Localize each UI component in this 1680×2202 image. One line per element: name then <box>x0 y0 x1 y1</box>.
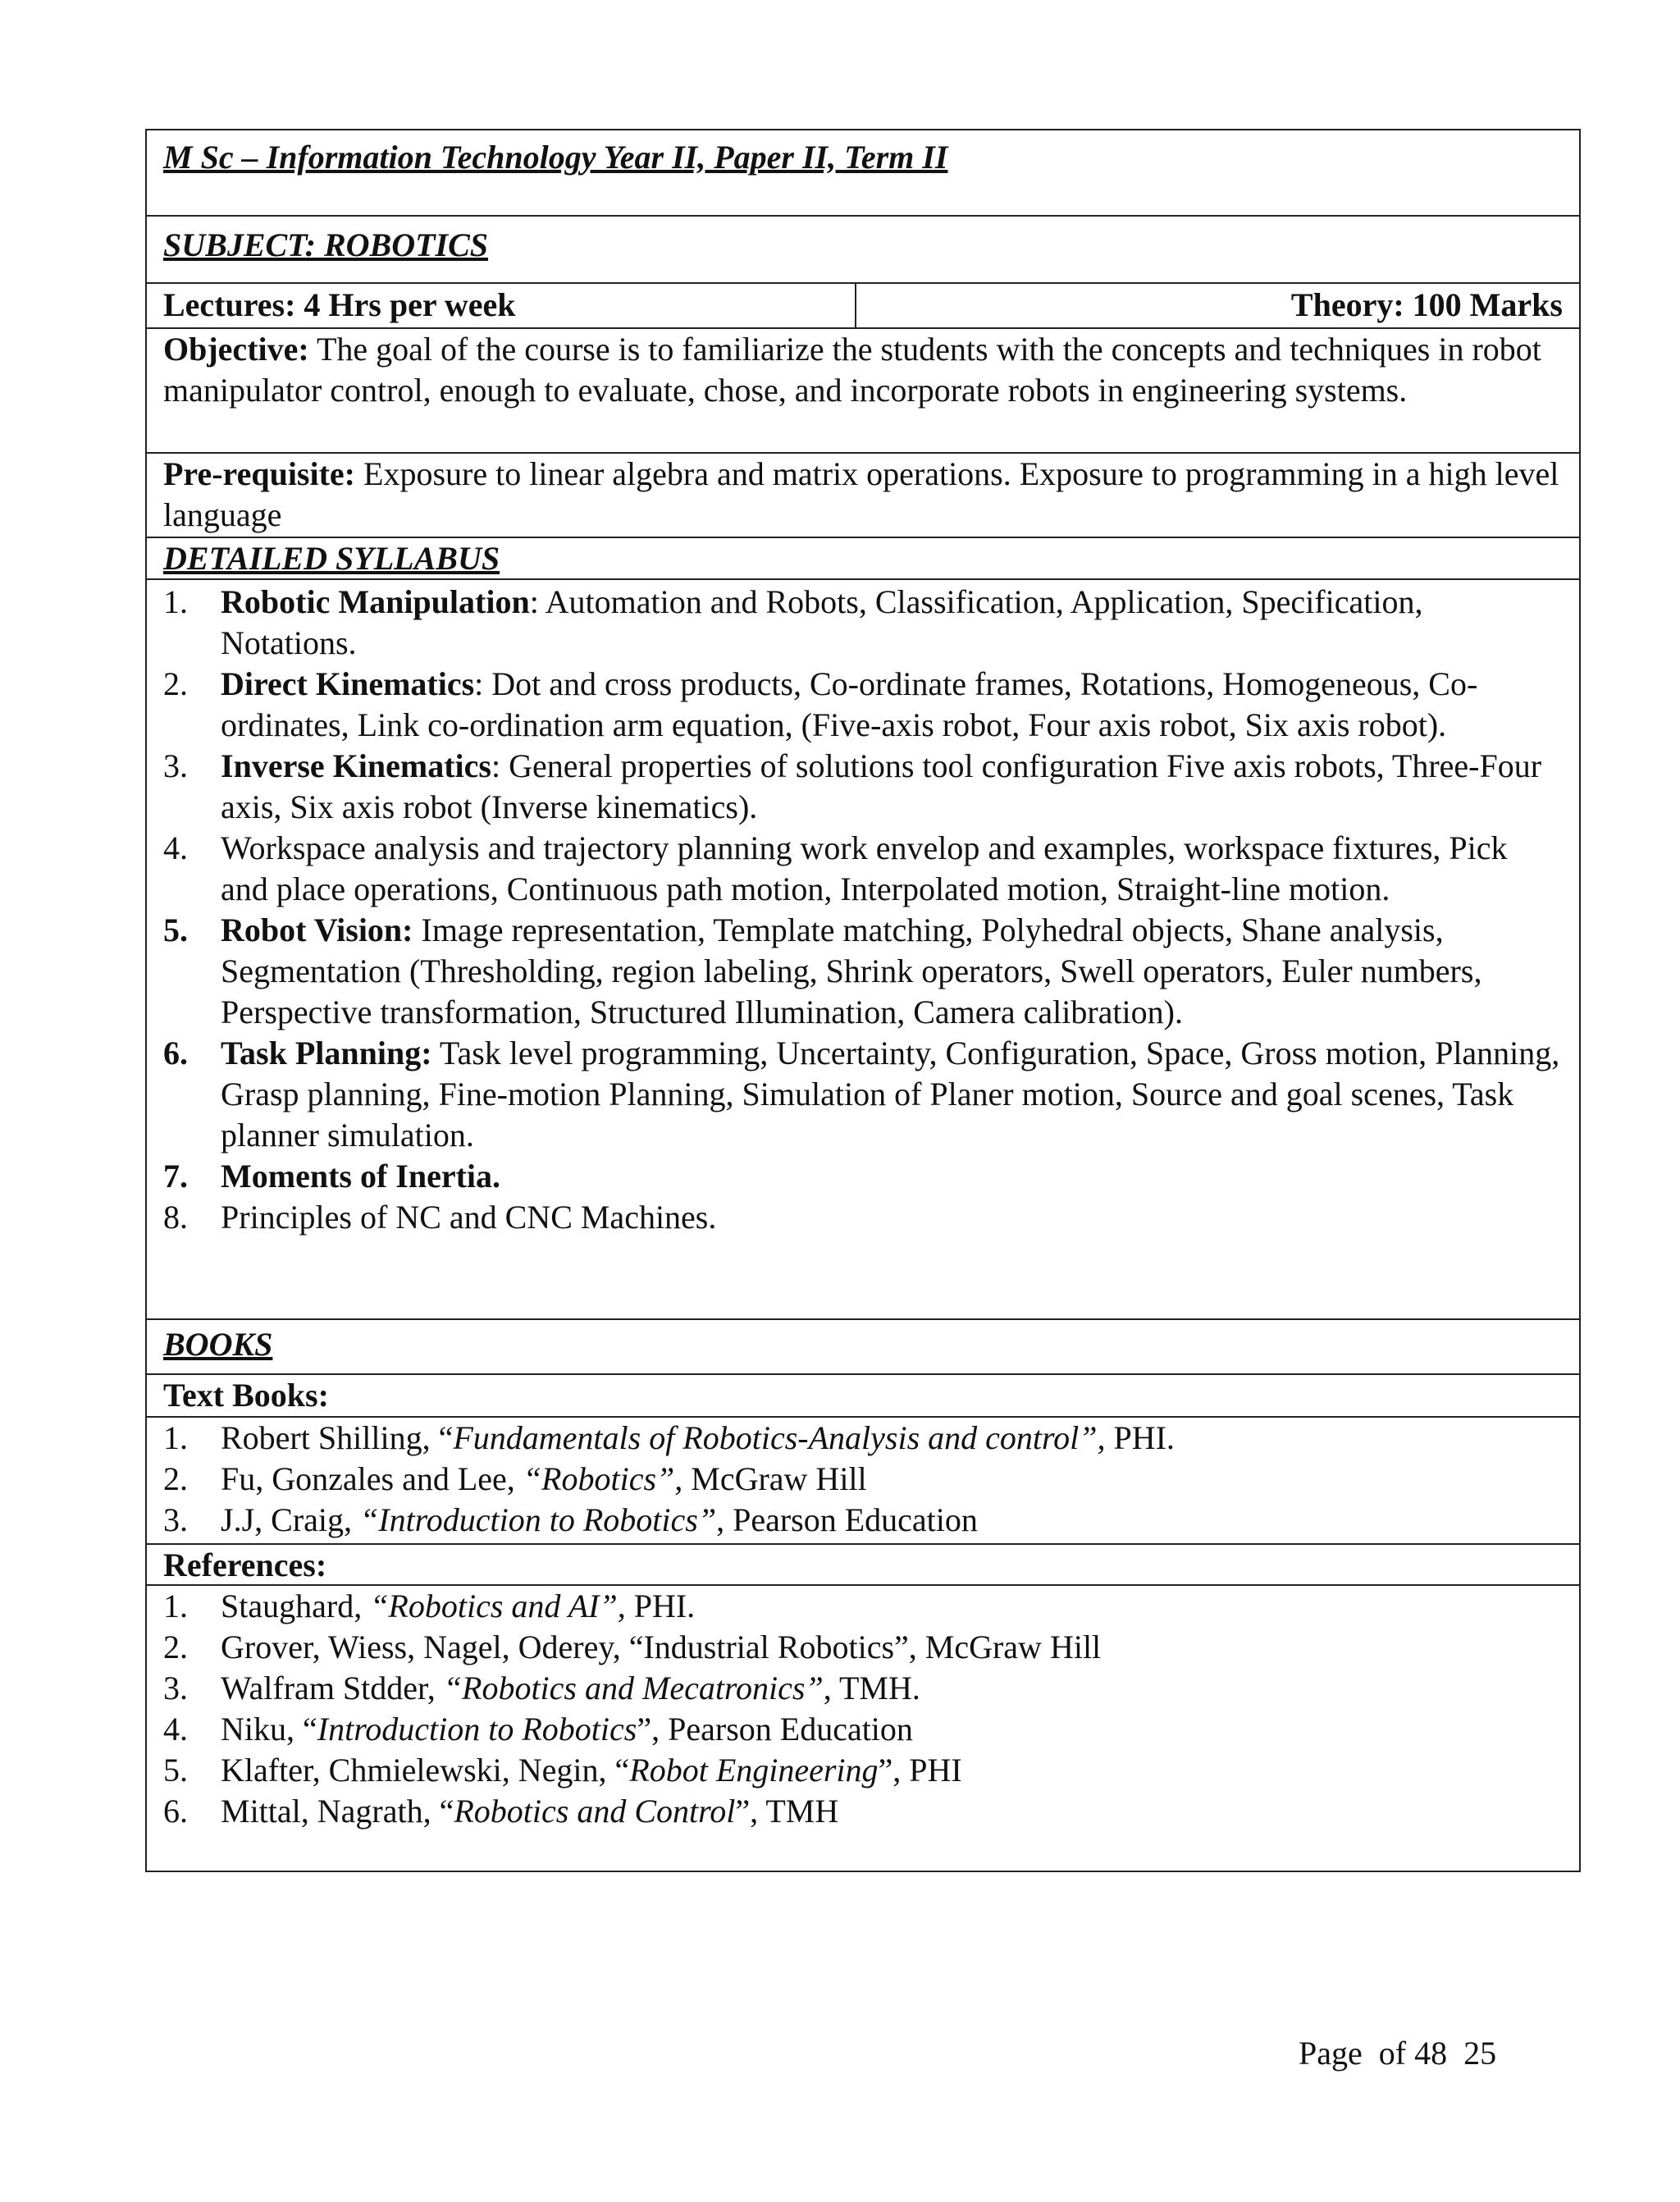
book-publisher: McGraw Hill <box>682 1460 867 1497</box>
item-text: Principles of NC and CNC Machines. <box>221 1199 717 1236</box>
text-books-label-row <box>147 1375 1579 1418</box>
item-number: 4. <box>163 829 188 866</box>
item-text: Workspace analysis and trajectory planning work envelop and examples, workspace fixtures, Pick and place operations, Continuous path motion, Interpolated motion, Straight-line motion. <box>221 829 1508 907</box>
book-publisher: ”, Pearson Education <box>637 1711 913 1747</box>
prerequisite-row <box>147 454 1579 538</box>
prerequisite-body: Exposure to linear algebra and matrix operations. Exposure to programming in a high level language <box>163 455 1559 533</box>
course-title-row <box>147 130 1579 217</box>
item-text: : Automation and Robots, Classification, Application, Specification, Notations. <box>221 583 1423 661</box>
prerequisite-text <box>163 454 1563 536</box>
references-label: References: <box>163 1546 327 1583</box>
text-book-item <box>163 1500 1563 1541</box>
reference-item <box>163 1627 1563 1668</box>
item-text: Task level programming, Uncertainty, Configuration, Space, Gross motion, Planning, Grasp planning, Fine-motion Planning, Simulation of Planer motion, Source and goal scenes, Task planner simulation. <box>221 1035 1560 1154</box>
reference-item <box>163 1791 1563 1832</box>
item-number: 3. <box>163 1501 188 1538</box>
book-publisher: ”, PHI <box>878 1752 962 1789</box>
book-authors: Mittal, Nagrath, “ <box>221 1793 454 1830</box>
page-footer <box>1299 2033 1496 2074</box>
item-number: 8. <box>163 1199 188 1236</box>
item-number: 1. <box>163 1419 188 1456</box>
item-title: Moments of Inertia. <box>221 1158 501 1195</box>
item-number: 1. <box>163 1588 188 1624</box>
item-number: 3. <box>163 1670 188 1706</box>
syllabus-list-row <box>147 580 1579 1320</box>
text-books-label: Text Books: <box>163 1377 329 1414</box>
subject-title: SUBJECT: ROBOTICS <box>163 226 489 263</box>
page-number: Page of 48 25 <box>1299 2035 1497 2072</box>
book-title: “Robotics and Mecatronics” <box>443 1670 824 1706</box>
syllabus-item <box>163 746 1563 828</box>
lectures-row <box>147 284 1579 329</box>
text-book-item <box>163 1418 1563 1459</box>
book-authors: Staughard, <box>221 1588 371 1624</box>
objective-label: Objective: <box>163 331 309 368</box>
syllabus-item <box>163 582 1563 664</box>
book-title: Robotics and Control <box>454 1793 736 1830</box>
item-number: 2. <box>163 665 188 702</box>
book-publisher: ”, TMH <box>735 1793 839 1830</box>
text-book-item <box>163 1459 1563 1500</box>
item-text: Image representation, Template matching, Polyhedral objects, Shane analysis, Segmentation (Thresholding, region labeling, Shrink operators, Swell operators, Euler numbers, Perspective transformation, Structured Illumination, Camera calibration). <box>221 911 1482 1030</box>
syllabus-item <box>163 828 1563 910</box>
book-title: Robot Engineering <box>629 1752 879 1789</box>
books-heading-row <box>147 1320 1579 1375</box>
book-publisher: PHI. <box>1105 1419 1175 1456</box>
reference-item <box>163 1668 1563 1709</box>
syllabus-item <box>163 910 1563 1033</box>
book-title: “Robotics”, <box>523 1460 683 1497</box>
book-title: Introduction to Robotics <box>317 1711 637 1747</box>
references-list <box>163 1586 1563 1832</box>
item-title: Direct Kinematics <box>221 665 475 702</box>
item-number: 5. <box>163 1752 188 1789</box>
item-number: 5. <box>163 911 188 948</box>
book-title: “Introduction to Robotics” <box>360 1501 717 1538</box>
book-publisher: , TMH. <box>823 1670 920 1706</box>
book-authors: Fu, Gonzales and Lee, <box>221 1460 523 1497</box>
syllabus-item <box>163 1156 1563 1197</box>
theory-marks-cell: Theory: 100 Marks <box>1290 286 1563 323</box>
item-number: 4. <box>163 1711 188 1747</box>
item-number: 7. <box>163 1158 188 1195</box>
reference-item <box>163 1709 1563 1750</box>
references-label-row <box>147 1545 1579 1586</box>
detailed-syllabus-heading-row <box>147 538 1579 580</box>
text-books-list-row <box>147 1418 1579 1545</box>
objective-text <box>163 329 1563 411</box>
book-title: Fundamentals of Robotics-Analysis and control”, <box>453 1419 1106 1456</box>
item-number: 2. <box>163 1629 188 1665</box>
prerequisite-label: Pre-requisite: <box>163 455 356 492</box>
book-authors: Klafter, Chmielewski, Negin, “ <box>221 1752 630 1789</box>
syllabus-item <box>163 1197 1563 1238</box>
item-title: Robot Vision: <box>221 911 413 948</box>
item-title: Task Planning: <box>221 1035 432 1071</box>
book-authors: Walfram Stdder, <box>221 1670 444 1706</box>
book-authors: Grover, Wiess, Nagel, Oderey, “Industrial Robotics”, McGraw Hill <box>221 1629 1102 1665</box>
item-text: : General properties of solutions tool configuration Five axis robots, Three-Four axis, Six axis robot (Inverse kinematics). <box>221 747 1542 825</box>
item-number: 6. <box>163 1793 188 1830</box>
book-authors: Niku, “ <box>221 1711 317 1747</box>
item-number: 3. <box>163 747 188 784</box>
lectures-cell: Lectures: 4 Hrs per week <box>147 284 856 327</box>
book-authors: J.J, Craig, <box>221 1501 360 1538</box>
reference-item <box>163 1750 1563 1791</box>
syllabus-item <box>163 664 1563 746</box>
item-text: : Dot and cross products, Co-ordinate frames, Rotations, Homogeneous, Co-ordinates, Link co-ordination arm equation, (Five-axis robot, Four axis robot, Six axis robot). <box>221 665 1478 743</box>
references-list-row <box>147 1586 1579 1871</box>
detailed-syllabus-heading: DETAILED SYLLABUS <box>163 540 500 577</box>
objective-body: The goal of the course is to familiarize the students with the concepts and techniques in robot manipulator control, enough to evaluate, chose, and incorporate robots in engineering systems. <box>163 331 1541 409</box>
books-heading: BOOKS <box>163 1326 273 1363</box>
text-books-list <box>163 1418 1563 1541</box>
item-number: 1. <box>163 583 188 620</box>
item-title: Inverse Kinematics <box>221 747 491 784</box>
book-publisher: PHI. <box>625 1588 696 1624</box>
item-title: Robotic Manipulation <box>221 583 530 620</box>
syllabus-item <box>163 1033 1563 1156</box>
item-number: 6. <box>163 1035 188 1071</box>
book-title: “Robotics and AI”, <box>370 1588 626 1624</box>
syllabus-list <box>163 582 1563 1238</box>
syllabus-table <box>145 129 1581 1872</box>
subject-row <box>147 217 1579 284</box>
item-number: 2. <box>163 1460 188 1497</box>
book-publisher: , Pearson Education <box>716 1501 978 1538</box>
reference-item <box>163 1586 1563 1627</box>
course-title: M Sc – Information Technology Year II, Paper II, Term II <box>163 139 948 176</box>
book-authors: Robert Shilling, “ <box>221 1419 454 1456</box>
objective-row <box>147 329 1579 454</box>
